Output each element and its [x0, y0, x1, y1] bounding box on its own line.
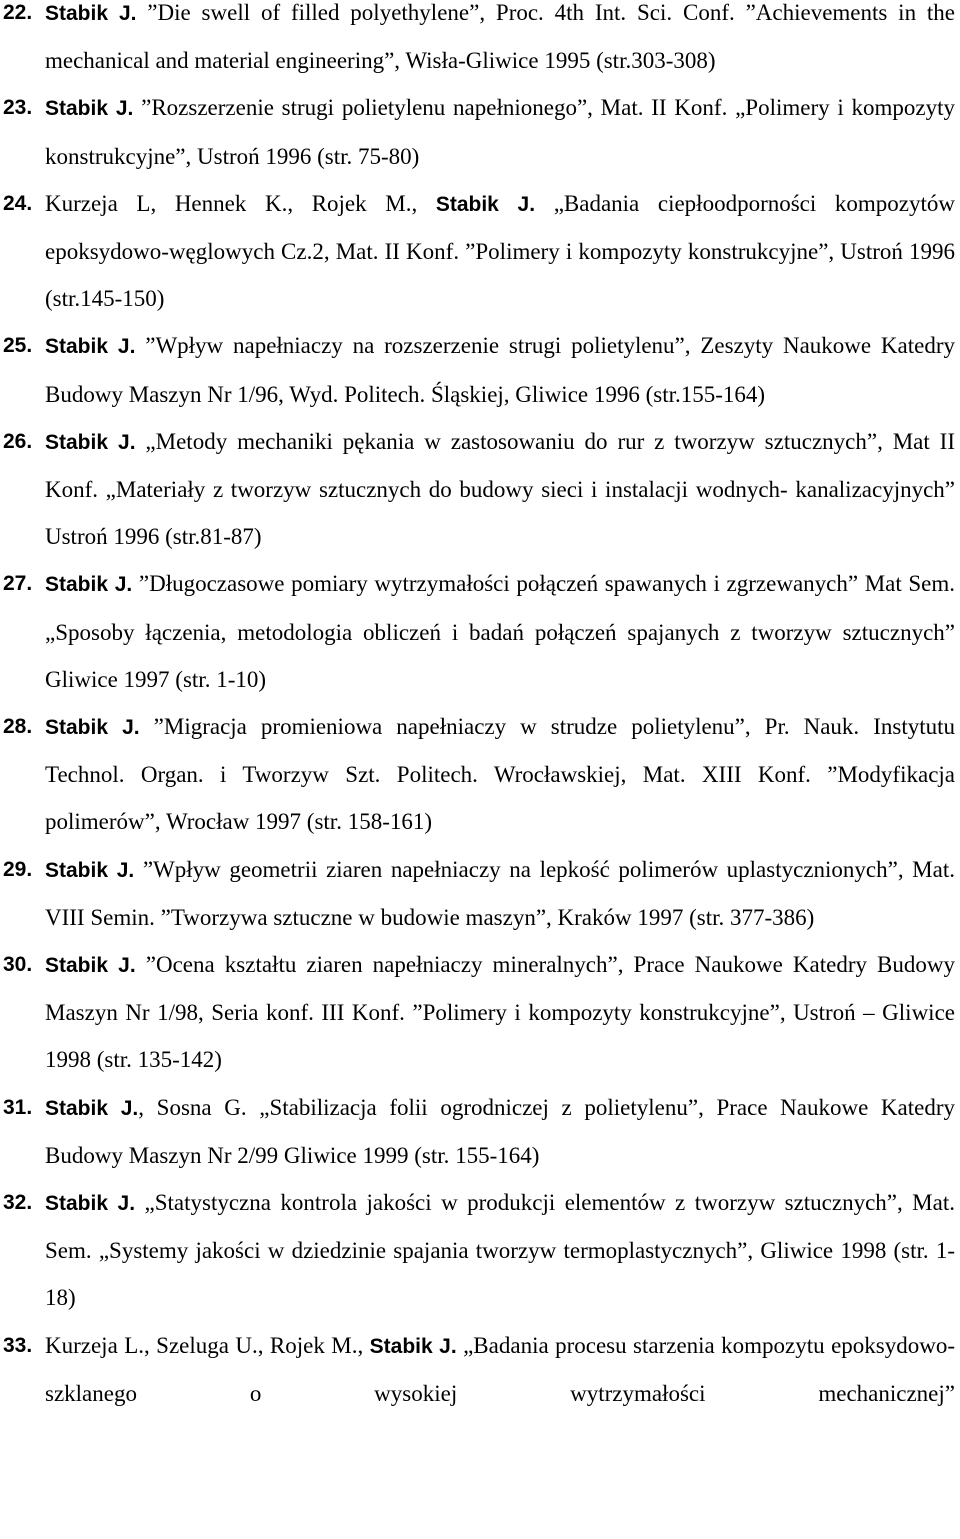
reference-item: [0, 418, 960, 561]
reference-author-highlight: Stabik J.: [45, 2, 137, 25]
reference-author-highlight: Stabik J.: [45, 430, 136, 454]
reference-text: „Stabilizacja folii ogrodniczej z polietylenu”, Prace Naukowe Katedry Budowy Maszyn Nr 2/99 Gliwice 1999 (str. 155-164): [45, 1094, 956, 1168]
reference-text: „Badania ciepłoodporności kompozytów epoksydowo-węglowych Cz.2, Mat. II Konf. ”Polimery i kompozyty konstrukcyjne”, Ustroń 1996 (str.145-150): [45, 190, 955, 312]
reference-author-highlight: Stabik J.: [369, 1334, 457, 1358]
reference-item: [0, 180, 960, 323]
reference-number: 28.: [3, 715, 33, 739]
reference-coauthors: , Sosna G.: [138, 1094, 247, 1120]
reference-number: 24.: [3, 191, 33, 215]
reference-text: ”Ocena kształtu ziaren napełniaczy mineralnych”, Prace Naukowe Katedry Budowy Maszyn Nr 1/98, Seria konf. III Konf. ”Polimery i kompozyty konstrukcyjne”, Ustroń – Gliwice 1998 (str. 135-142): [45, 952, 955, 1073]
reference-text: ”Wpływ geometrii ziaren napełniaczy na lepkość polimerów uplastycznionych”, Mat. VIII Semin. ”Tworzywa sztuczne w budowie maszyn”, Kraków 1997 (str. 377-386): [45, 856, 955, 930]
reference-number: 22.: [3, 1, 33, 24]
reference-number: 26.: [3, 429, 33, 453]
reference-text: „Metody mechaniki pękania w zastosowaniu do rur z tworzyw sztucznych”, Mat II Konf. „Materiały z tworzyw sztucznych do budowy sieci i instalacji wodnych- kanalizacyjnych” Ustroń 1996 (str.81-87): [45, 428, 955, 550]
reference-authors: Kurzeja L, Hennek K., Rojek M.,: [45, 190, 436, 216]
reference-number: 30.: [3, 953, 33, 977]
reference-number: 32.: [3, 1191, 33, 1215]
reference-text: ”Długoczasowe pomiary wytrzymałości połączeń spawanych i zgrzewanych” Mat Sem. „Sposoby łączenia, metodologia obliczeń i badań połączeń spajanych z tworzyw sztucznych” Gliwice 1997 (str. 1-10): [45, 571, 955, 692]
reference-author-highlight: Stabik J.: [45, 1096, 139, 1120]
reference-authors: Kurzeja L., Szeluga U., Rojek M.,: [45, 1332, 370, 1358]
reference-item: [0, 1322, 960, 1417]
reference-number: 23.: [3, 96, 33, 120]
reference-item: [0, 0, 960, 84]
reference-author-highlight: Stabik J.: [45, 858, 135, 882]
reference-text: ”Die swell of filled polyethylene”, Proc. 4th Int. Sci. Conf. ”Achievements in the mechanical and material engineering”, Wisła-Gliwice 1995 (str.303-308): [45, 0, 956, 74]
reference-author-highlight: Stabik J.: [45, 97, 134, 121]
reference-item: [0, 84, 960, 179]
reference-item: [0, 1084, 960, 1179]
reference-author-highlight: Stabik J.: [45, 1192, 136, 1216]
reference-author-highlight: Stabik J.: [435, 192, 536, 216]
reference-number: 27.: [3, 572, 33, 596]
reference-number: 31.: [3, 1095, 33, 1119]
reference-text: ”Migracja promieniowa napełniaczy w strudze polietylenu”, Pr. Nauk. Instytutu Technol. Organ. i Tworzyw Szt. Politech. Wrocławskiej, Mat. XIII Konf. ”Modyfikacja polimerów”, Wrocław 1997 (str. 158-161): [45, 714, 955, 835]
reference-author-highlight: Stabik J.: [45, 954, 136, 978]
reference-number: 25.: [3, 334, 33, 358]
reference-author-highlight: Stabik J.: [45, 716, 140, 740]
reference-text: „Statystyczna kontrola jakości w produkcji elementów z tworzyw sztucznych”, Mat. Sem. „Systemy jakości w dziedzinie spajania tworzyw termoplastycznych”, Gliwice 1998 (str. 1-18): [45, 1190, 955, 1311]
reference-number: 33.: [3, 1333, 33, 1357]
reference-item: [0, 560, 960, 703]
reference-item: [0, 703, 960, 846]
reference-text: „Badania procesu starzenia kompozytu epoksydowo-szklanego o wysokiej wytrzymałości mechanicznej”: [45, 1332, 955, 1406]
reference-author-highlight: Stabik J.: [45, 335, 136, 359]
reference-text: ”Wpływ napełniaczy na rozszerzenie strugi polietylenu”, Zeszyty Naukowe Katedry Budowy Maszyn Nr 1/96, Wyd. Politech. Śląskiej, Gliwice 1996 (str.155-164): [45, 333, 955, 407]
reference-item: [0, 941, 960, 1084]
reference-item: [0, 1179, 960, 1322]
reference-author-highlight: Stabik J.: [45, 573, 133, 597]
reference-number: 29.: [3, 857, 33, 881]
reference-item: [0, 846, 960, 941]
reference-text: ”Rozszerzenie strugi polietylenu napełnionego”, Mat. II Konf. „Polimery i kompozyty konstrukcyjne”, Ustroń 1996 (str. 75-80): [45, 95, 955, 169]
reference-item: [0, 322, 960, 417]
